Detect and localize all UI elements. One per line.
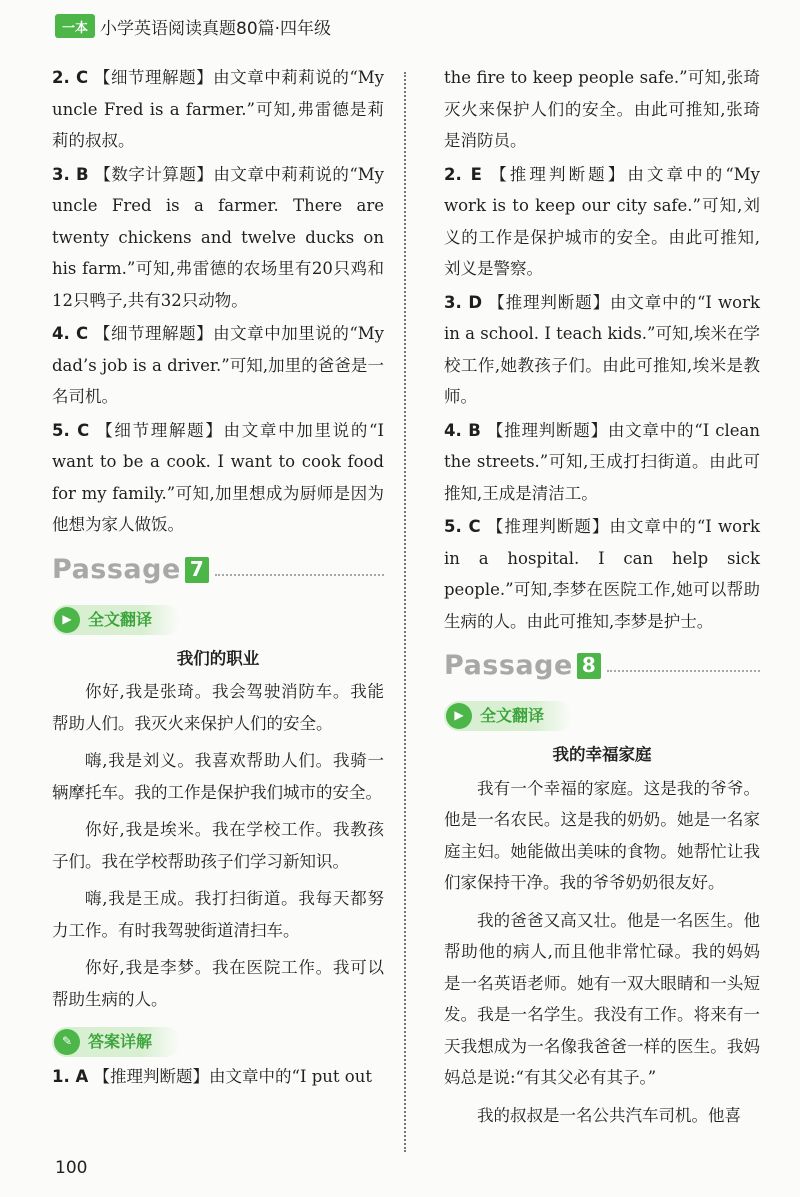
answer-number: 5. C xyxy=(444,517,481,536)
answer-text: 【推理判断题】由文章中的“I work in a school. I teach kids.”可知,埃米在学校工作,她教孩子们。由此可推知,埃米是教师。 xyxy=(444,292,760,406)
column-divider xyxy=(404,72,406,1152)
answer-number: 5. C xyxy=(52,420,90,440)
section-label: 答案详解 xyxy=(88,1032,153,1052)
answer-text: 【数字计算题】由文章中莉莉说的“My uncle Fred is a farmer. There are twenty chickens and twelve ducks on his farm.”可知,弗雷德的农场里有20只鸡和12只鸭子,共有32只动物。 xyxy=(52,164,384,310)
dotted-rule xyxy=(607,670,760,672)
answer-item xyxy=(444,159,760,285)
answer-number: 2. C xyxy=(52,68,89,87)
answer-text: 【推理判断题】由文章中的“My work is to keep our city safe.”可知,刘义的工作是保护城市的安全。由此可推知,刘义是警察。 xyxy=(444,164,760,278)
page-number: 100 xyxy=(55,1158,88,1178)
passage-label: Passage xyxy=(52,553,181,585)
answer-text: 【推理判断题】由文章中的“I put out xyxy=(93,1067,372,1086)
story-paragraph: 你好,我是李梦。我在医院工作。我可以帮助生病的人。 xyxy=(52,958,384,1009)
story-title: 我们的职业 xyxy=(176,648,260,668)
answer-item xyxy=(444,287,760,413)
answer-text: 【细节理解题】由文章中莉莉说的“My uncle Fred is a farmer.”可知,弗雷德是莉莉的叔叔。 xyxy=(52,68,385,150)
answer-text: 【推理判断题】由文章中的“I work in a hospital. I can help sick people.”可知,李梦在医院工作,她可以帮助生病的人。由此可推知,李梦是护士。 xyxy=(444,517,760,631)
section-label: 全文翻译 xyxy=(480,706,545,726)
answer-continuation: the fire to keep people safe.”可知,张琦灭火来保护人们的安全。由此可推知,张琦是消防员。 xyxy=(444,68,760,150)
answer-number: 3. B xyxy=(52,164,89,184)
story-paragraph: 嗨,我是刘义。我喜欢帮助人们。我骑一辆摩托车。我的工作是保护我们城市的安全。 xyxy=(52,751,384,802)
answer-text: 【推理判断题】由文章中的“I clean the streets.”可知,王成打扫街道。由此可推知,王成是清洁工。 xyxy=(444,420,760,503)
answer-item xyxy=(52,415,384,541)
story-title: 我的幸福家庭 xyxy=(552,745,652,764)
answer-item xyxy=(444,415,760,510)
answer-item xyxy=(444,511,760,637)
answer-number: 4. C xyxy=(52,324,89,343)
section-label: 全文翻译 xyxy=(88,609,153,629)
page-header xyxy=(0,0,800,52)
book-title: 小学英语阅读真题80篇·四年级 xyxy=(100,19,332,39)
translation-tag xyxy=(52,605,180,635)
passage-number: 7 xyxy=(185,557,209,583)
answers-tag xyxy=(52,1027,180,1057)
answer-text: 【细节理解题】由文章中加里说的“I want to be a cook. I want to cook food for my family.”可知,加里想成为厨师是因为他想为家人做饭。 xyxy=(52,420,384,534)
translation-tag xyxy=(444,701,572,731)
passage-heading xyxy=(52,547,384,593)
answer-item xyxy=(52,1061,384,1093)
answer-number: 4. B xyxy=(444,420,481,440)
story-paragraph: 我的叔叔是一名公共汽车司机。他喜 xyxy=(477,1105,741,1125)
left-column xyxy=(52,62,384,1095)
answer-number: 1. A xyxy=(52,1067,89,1086)
answer-number: 3. D xyxy=(444,292,483,312)
story-paragraph: 我有一个幸福的家庭。这是我的爷爷。他是一名农民。这是我的奶奶。她是一名家庭主妇。她能做出美味的食物。她帮忙让我们家保持干净。我的爷爷奶奶很友好。 xyxy=(444,778,760,892)
passage-label: Passage xyxy=(444,650,573,682)
answer-number: 2. E xyxy=(444,164,482,184)
pencil-icon: ✎ xyxy=(54,1029,80,1055)
publisher-logo: 一本 xyxy=(55,14,95,38)
answer-text: 【细节理解题】由文章中加里说的“My dad’s job is a driver.”可知,加里的爸爸是一名司机。 xyxy=(52,324,385,406)
story-paragraph: 嗨,我是王成。我打扫街道。我每天都努力工作。有时我驾驶街道清扫车。 xyxy=(52,889,384,940)
answer-item xyxy=(52,62,384,157)
story-paragraph: 你好,我是埃米。我在学校工作。我教孩子们。我在学校帮助孩子们学习新知识。 xyxy=(52,820,384,871)
story-paragraph: 你好,我是张琦。我会驾驶消防车。我能帮助人们。我灭火来保护人们的安全。 xyxy=(52,682,384,733)
passage-heading xyxy=(444,643,760,689)
story-paragraph: 我的爸爸又高又壮。他是一名医生。他帮助他的病人,而且他非常忙碌。我的妈妈是一名英语老师。她有一双大眼睛和一头短发。我是一名学生。我没有工作。将来有一天我想成为一名像我爸爸一样的医生。我妈妈总是说:“有其父必有其子。” xyxy=(444,910,760,1087)
answer-item xyxy=(52,159,384,317)
play-icon: ▶ xyxy=(446,703,472,729)
passage-number: 8 xyxy=(577,653,601,679)
dotted-rule xyxy=(215,574,384,576)
answer-item xyxy=(52,318,384,413)
right-column xyxy=(444,62,760,1137)
play-icon: ▶ xyxy=(54,607,80,633)
